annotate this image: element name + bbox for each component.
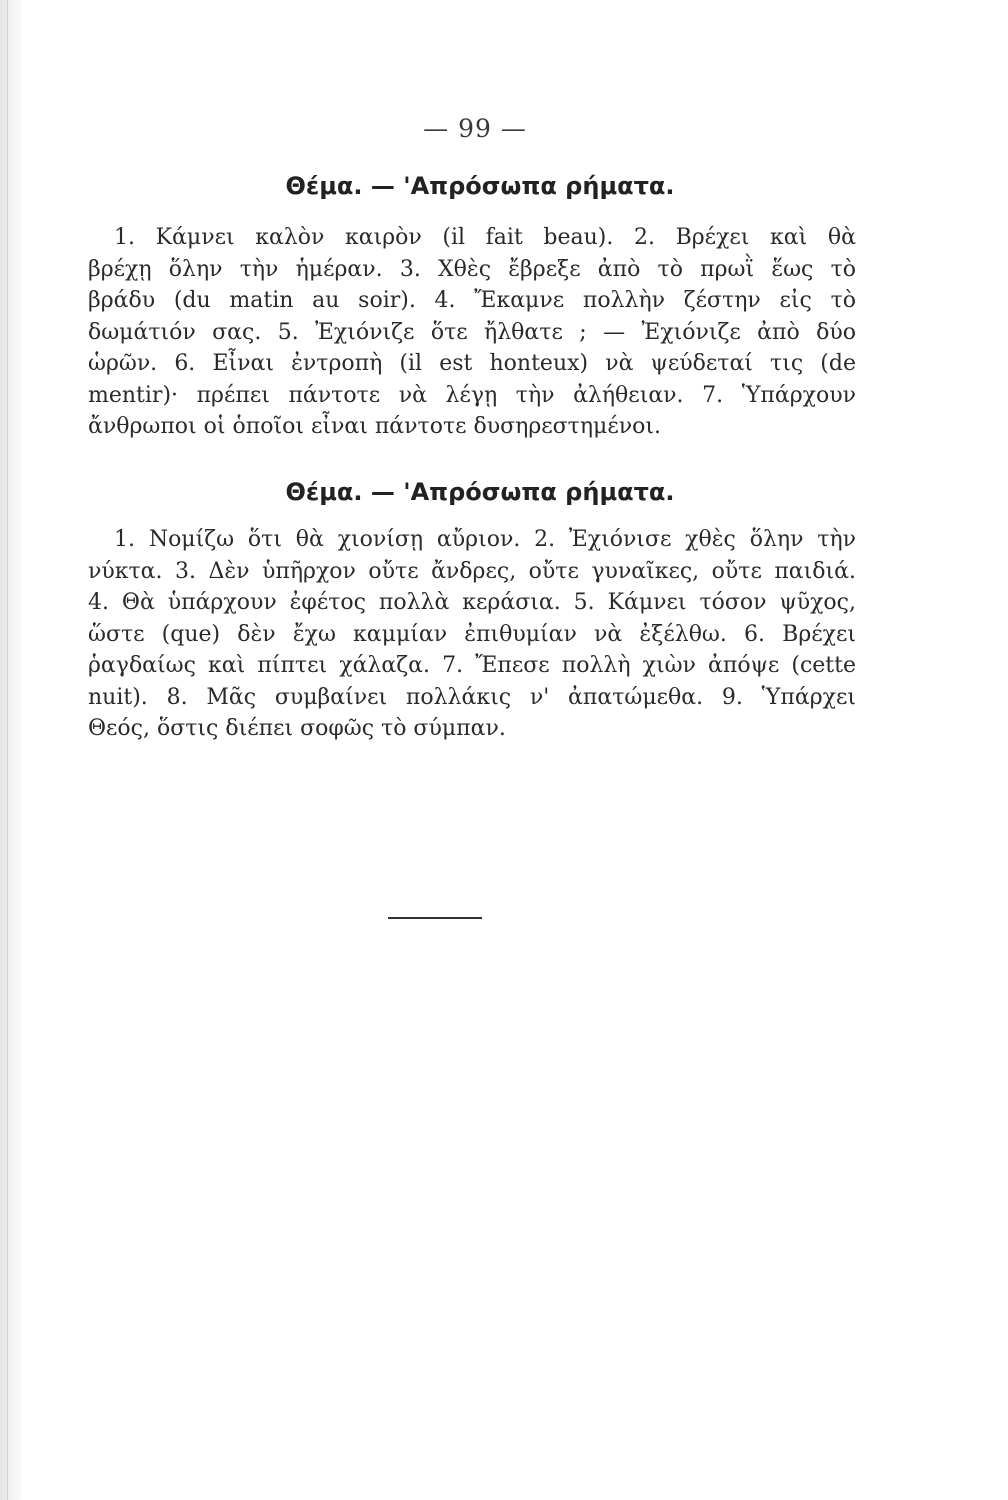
page-number: — 99 — [423,114,527,143]
text-line: δωμάτιόν σας. 5. Ἐχιόνιζε ὅτε ἤλθατε ; — Ἐχιόνιζε ἀπὸ δύο [88,319,856,345]
binding-line [7,0,8,1500]
text-line: mentir)· πρέπει πάντοτε νὰ λέγῃ τὴν ἀλήθειαν. 7. Ὑπάρχουν [88,382,856,408]
text-line: βράδυ (du matin au soir). 4. Ἔκαμνε πολλὴν ζέστην εἰς τὸ [88,288,856,313]
text-line: Θεός, ὅστις διέπει σοφῶς τὸ σύμπαν. [88,716,506,741]
section-heading-2: Θέμα. — 'Απρόσωπα ρήματα. [285,478,675,506]
text-line: 1. Νομίζω ὅτι θὰ χιονίσῃ αὔριον. 2. Ἐχιόνισε χθὲς ὅλην τὴν [114,527,856,552]
section-heading-1: Θέμα. — 'Απρόσωπα ρήματα. [285,172,675,200]
text-line: ἄνθρωποι οἱ ὁποῖοι εἶναι πάντοτε δυσηρεστημένοι. [88,414,661,439]
exercise-paragraph-1 [88,222,856,443]
text-line: βρέχῃ ὅλην τὴν ἡμέραν. 3. Χθὲς ἔβρεξε ἀπὸ τὸ πρωῒ ἕως τὸ [88,256,856,282]
section-end-rule [388,917,482,919]
text-line: ῥαγδαίως καὶ πίπτει χάλαζα. 7. Ἔπεσε πολλὴ χιὼν ἀπόψε (cette [88,653,856,678]
text-line: νύκτα. 3. Δὲν ὑπῆρχον οὔτε ἄνδρες, οὔτε γυναῖκες, οὔτε παιδιά. [88,558,856,584]
text-line: nuit). 8. Μᾶς συμβαίνει πολλάκις ν' ἀπατώμεθα. 9. Ὑπάρχει [88,684,856,710]
exercise-paragraph-2 [88,524,856,745]
text-line: 4. Θὰ ὑπάρχουν ἐφέτος πολλὰ κεράσια. 5. Κάμνει τόσον ψῦχος, [88,590,856,615]
page-binding-edge [0,0,22,1500]
text-line: ὥστε (que) δὲν ἔχω καμμίαν ἐπιθυμίαν νὰ ἐξέλθω. 6. Βρέχει [88,621,856,647]
text-line: 1. Κάμνει καλὸν καιρὸν (il fait beau). 2. Βρέχει καὶ θὰ [114,225,856,250]
text-line: ὡρῶν. 6. Εἶναι ἐντροπὴ (il est honteux) νὰ ψεύδεταί τις (de [88,351,856,376]
